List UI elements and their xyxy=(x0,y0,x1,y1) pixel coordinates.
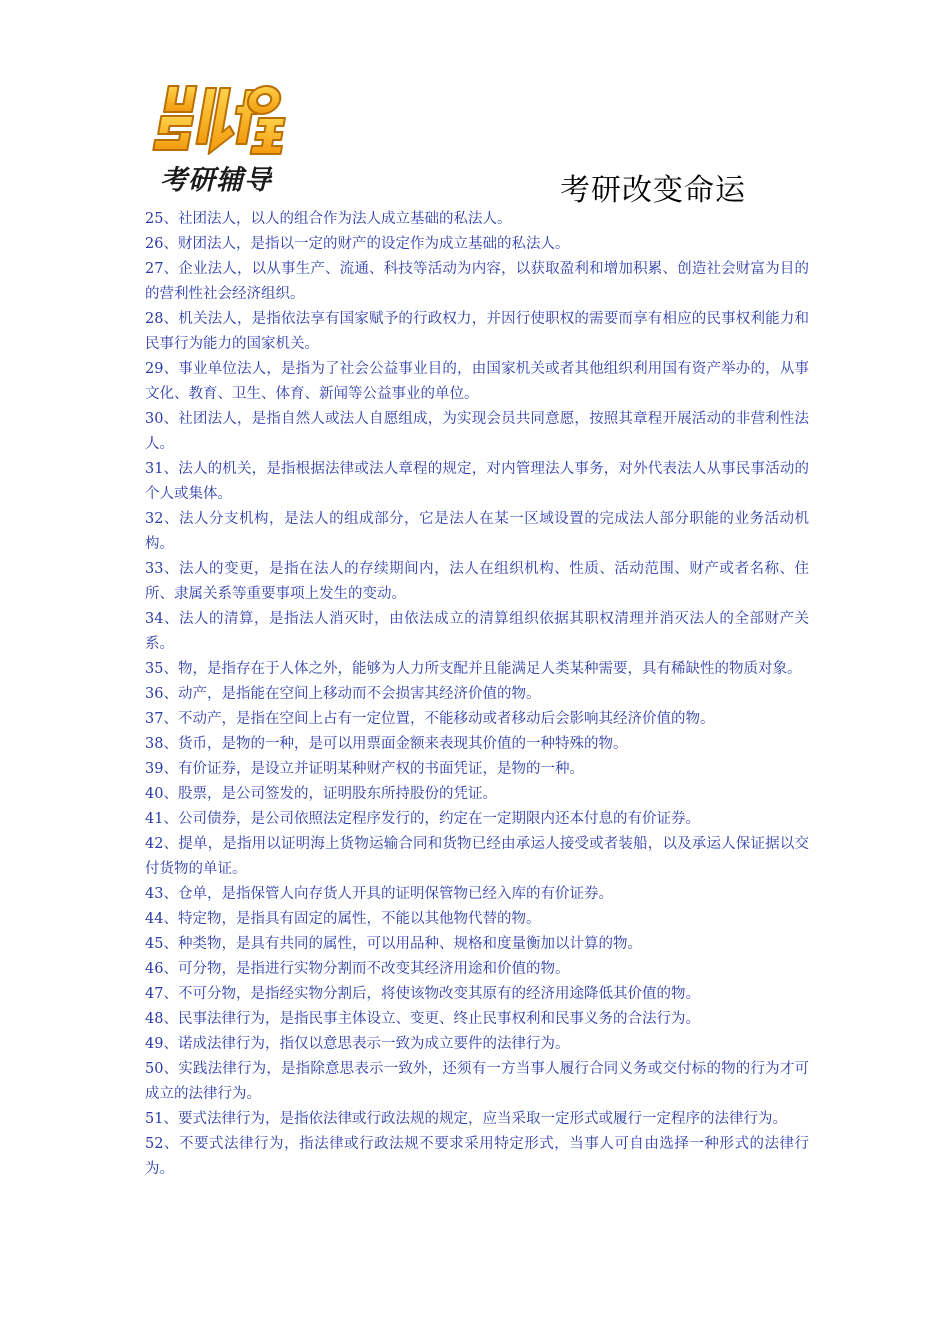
definition-entry-43: 43、仓单，是指保管人向存货人开具的证明保管物已经入库的有价证券。 xyxy=(145,886,613,902)
definition-entry-29: 29、事业单位法人，是指为了社会公益事业目的，由国家机关或者其他组织利用国有资产举办的，从事文化、教育、卫生、体育、新闻等公益事业的单位。 xyxy=(145,361,809,402)
page-header xyxy=(0,0,950,208)
definition-entry-45: 45、种类物，是具有共同的属性，可以用品种、规格和度量衡加以计算的物。 xyxy=(145,936,642,952)
definition-entry-52: 52、不要式法律行为，指法律或行政法规不要求采用特定形式，当事人可自由选择一种形式的法律行为。 xyxy=(145,1136,809,1177)
definition-entry-51: 51、要式法律行为，是指依法律或行政法规的规定，应当采取一定形式或履行一定程序的法律行为。 xyxy=(145,1111,787,1127)
definition-entry-27: 27、企业法人，以从事生产、流通、科技等活动为内容，以获取盈利和增加积累、创造社会财富为目的的营利性社会经济组织。 xyxy=(145,261,809,302)
definition-entry-36: 36、动产，是指能在空间上移动而不会损害其经济价值的物。 xyxy=(145,686,541,702)
definition-entry-31: 31、法人的机关，是指根据法律或法人章程的规定，对内管理法人事务，对外代表法人从事民事活动的个人或集体。 xyxy=(145,461,809,502)
definition-entry-34: 34、法人的清算，是指法人消灭时，由依法成立的清算组织依据其职权清理并消灭法人的全部财产关系。 xyxy=(145,611,809,652)
definition-entry-30: 30、社团法人，是指自然人或法人自愿组成，为实现会员共同意愿，按照其章程开展活动的非营利性法人。 xyxy=(145,411,809,452)
definition-entry-35: 35、物，是指存在于人体之外，能够为人力所支配并且能满足人类某种需要，具有稀缺性的物质对象。 xyxy=(145,661,802,677)
definition-entry-47: 47、不可分物，是指经实物分割后，将使该物改变其原有的经济用途降低其价值的物。 xyxy=(145,986,700,1002)
kaicheng-logo xyxy=(150,78,300,198)
definition-entry-49: 49、诺成法律行为，指仅以意思表示一致为成立要件的法律行为。 xyxy=(145,1036,570,1052)
kaicheng-logo-graphic xyxy=(150,78,300,158)
definition-entry-39: 39、有价证券，是设立并证明某种财产权的书面凭证，是物的一种。 xyxy=(145,761,584,777)
definitions-list xyxy=(145,207,809,1182)
slogan: 考研改变命运 xyxy=(560,173,746,208)
definition-entry-33: 33、法人的变更，是指在法人的存续期间内，法人在组织机构、性质、活动范围、财产或者名称、住所、隶属关系等重要事项上发生的变动。 xyxy=(145,561,809,602)
definition-entry-50: 50、实践法律行为，是指除意思表示一致外，还须有一方当事人履行合同义务或交付标的物的行为才可成立的法律行为。 xyxy=(145,1061,809,1102)
definition-entry-46: 46、可分物，是指进行实物分割而不改变其经济用途和价值的物。 xyxy=(145,961,570,977)
definition-entry-26: 26、财团法人，是指以一定的财产的设定作为成立基础的私法人。 xyxy=(145,236,570,252)
logo-subtitle: 考研辅导 xyxy=(160,165,272,196)
definition-entry-48: 48、民事法律行为，是指民事主体设立、变更、终止民事权利和民事义务的合法行为。 xyxy=(145,1011,700,1027)
definition-entry-40: 40、股票，是公司签发的，证明股东所持股份的凭证。 xyxy=(145,786,497,802)
definition-entry-42: 42、提单，是指用以证明海上货物运输合同和货物已经由承运人接受或者装船，以及承运人保证据以交付货物的单证。 xyxy=(145,836,809,877)
definition-entry-25: 25、社团法人，以人的组合作为法人成立基础的私法人。 xyxy=(145,211,512,227)
definition-entry-41: 41、公司债券，是公司依照法定程序发行的，约定在一定期限内还本付息的有价证券。 xyxy=(145,811,700,827)
definition-entry-28: 28、机关法人，是指依法享有国家赋予的行政权力，并因行使职权的需要而享有相应的民事权利能力和民事行为能力的国家机关。 xyxy=(145,311,809,352)
definition-entry-37: 37、不动产，是指在空间上占有一定位置，不能移动或者移动后会影响其经济价值的物。 xyxy=(145,711,715,727)
definition-entry-38: 38、货币，是物的一种，是可以用票面金额来表现其价值的一种特殊的物。 xyxy=(145,736,628,752)
definition-entry-44: 44、特定物，是指具有固定的属性，不能以其他物代替的物。 xyxy=(145,911,541,927)
definition-entry-32: 32、法人分支机构，是法人的组成部分，它是法人在某一区域设置的完成法人部分职能的业务活动机构。 xyxy=(145,511,809,552)
